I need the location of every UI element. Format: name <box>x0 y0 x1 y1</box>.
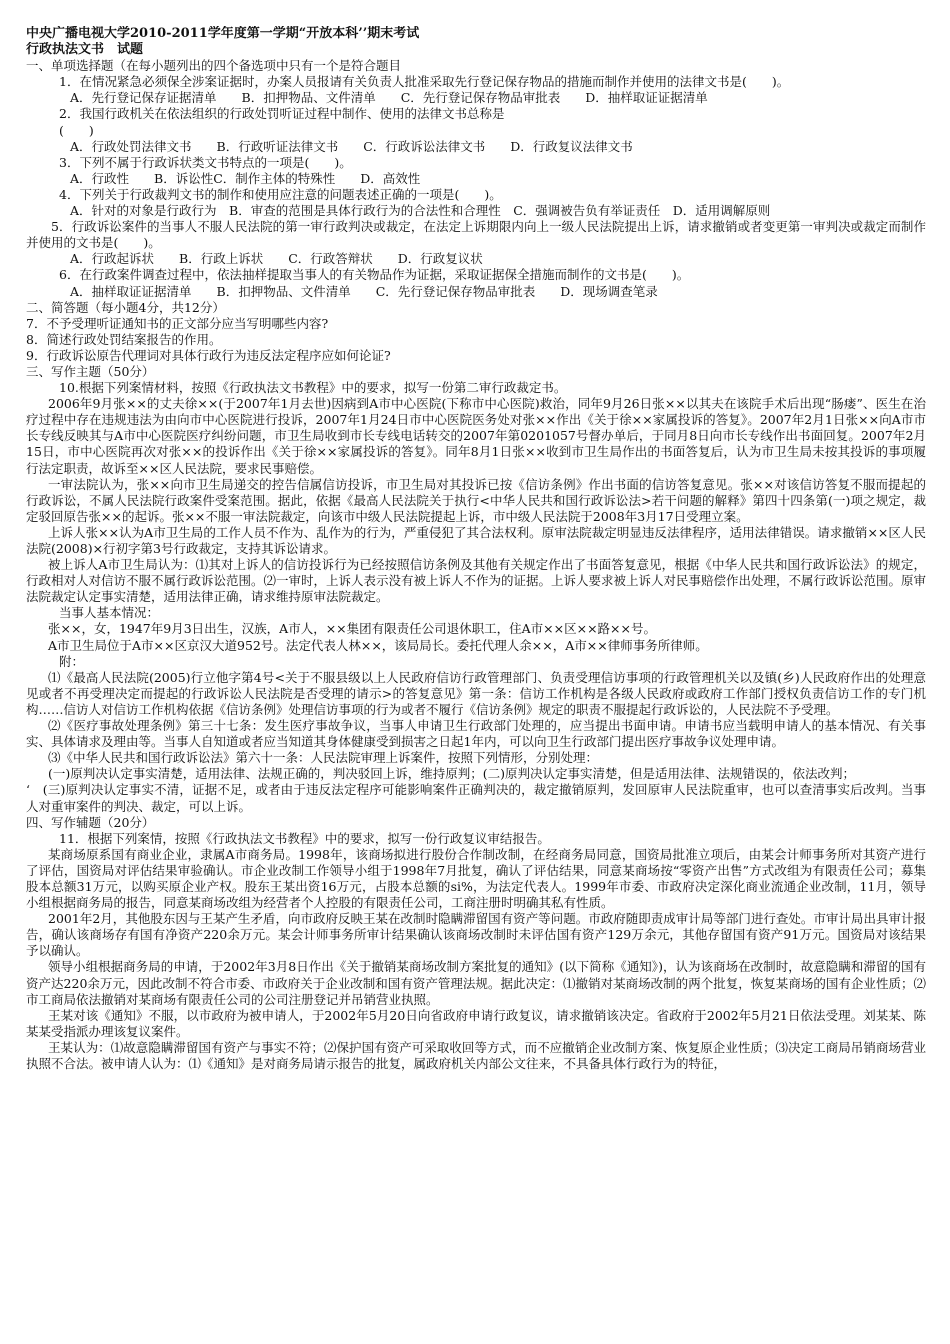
writing-prompt: 11．根据下列案情，按照《行政执法文书教程》中的要求，拟写一份行政复议审结报告。 <box>59 830 550 846</box>
short-answer-question: 9．行政诉讼原告代理词对具体行政行为违反法定程序应如何论证? <box>26 347 391 363</box>
question-stem: 3．下列不属于行政诉状类文书特点的一项是( )。 <box>59 154 352 170</box>
annex-item: ⑶《中华人民共和国行政诉讼法》第六十一条：人民法院审理上诉案件，按照下列情形，分别处理： <box>48 750 599 766</box>
section-heading-4: 四、写作辅题（20分） <box>26 814 155 830</box>
case-paragraph: 2006年9月张××的丈夫徐××(于2007年1月去世)因病到A市中心医院(下称市中心医院)救治，同年9月26日张××以其夫在该院手术后出现“肠瘘”、医生在治疗过程中存在违规违法为由向市中心医院进行投诉，2007年1月24日市中心医院医务处对张××作出《关于徐××家属投诉的答复》。2007年2月1日张××向A市市长专线反映其与A市中心医院医疗纠纷问题，市卫生局收到市长专线电话转交的2007年第0201057号督办单后，于同月8日向市长专线作出书面回复。2007年2月15日，市中心医院再次对张××的投诉作出《关于徐××家属投诉的答复》。同年8月1日张××收到市卫生局作出的书面答复后，认为市卫生局未按其投诉的事项履行法定职责，故诉至××区人民法院，要求民事赔偿。 <box>26 396 926 476</box>
short-answer-question: 7．不予受理听证通知书的正文部分应当写明哪些内容? <box>26 315 329 331</box>
section-heading-3: 三、写作主题（50分） <box>26 363 155 379</box>
annex-item: ⑵《医疗事故处理条例》第三十七条：发生医疗事故争议，当事人申请卫生行政部门处理的，应当提出书面申请。申请书应当载明申请人的基本情况、有关事实、具体请求及理由等。当事人自知道或者应当知道其身体健康受到损害之日起1年内，可以向卫生行政部门提出医疗事故争议处理申请。 <box>26 718 926 750</box>
case-paragraph: 领导小组根据商务局的申请，于2002年3月8日作出《关于撤销某商场改制方案批复的通知》(以下简称《通知》)，认为该商场在改制时，故意隐瞒和滞留的国有资产达220余万元，因此改制不符合市委、市政府关于企业改制和国有资产管理法规。据此决定：⑴撤销对某商场改制的两个批复，恢复某商场的国有企业性质；⑵市工商局依法撤销对某商场有限责任公司的公司注册登记并吊销营业执照。 <box>26 959 926 1007</box>
party-info: A市卫生局位于A市××区京汉大道952号。法定代表人林××，该局局长。委托代理人余××，A市××律师事务所律师。 <box>48 637 708 653</box>
exam-subtitle: 行政执法文书 试题 <box>26 42 144 58</box>
question-options: A．行政处罚法律文书 B．行政听证法律文书 C．行政诉讼法律文书 D．行政复议法律文书 <box>70 138 633 154</box>
exam-title: 中央广播电视大学2010-2011学年度第一学期“开放本科’’期末考试 <box>26 26 420 41</box>
parties-heading: 当事人基本情况： <box>59 605 160 621</box>
question-options: A．行政性 B．诉讼性C．制作主体的特殊性 D．高效性 <box>70 170 421 186</box>
section-heading-2: 二、简答题（每小题4分，共12分） <box>26 299 225 315</box>
question-stem-blank: ( ) <box>59 122 94 138</box>
writing-prompt: 10.根据下列案情材料，按照《行政执法文书教程》中的要求，拟写一份第二审行政裁定书。 <box>59 380 567 396</box>
case-paragraph: 被上诉人A市卫生局认为：⑴其对上诉人的信访投诉行为已经按照信访条例及其他有关规定作出了书面答复意见，根据《中华人民共和国行政诉讼法》的规定，行政相对人对信访不服不属行政诉讼范围。⑵一审时，上诉人表示没有被上诉人不作为的证据。上诉人要求被上诉人对民事赔偿作出处理，不属行政诉讼范围。原审法院裁定认定事实清楚，适用法律正确，请求维持原审法院裁定。 <box>26 557 927 605</box>
annex-heading: 附： <box>59 653 85 669</box>
question-stem: 2．我国行政机关在依法组织的行政处罚听证过程中制作、使用的法律文书总称是 <box>59 106 505 122</box>
annex-item: ‘ (三)原判决认定事实不清，证据不足，或者由于违反法定程序可能影响案件正确判决的，裁定撤销原判，发回原审人民法院重审，也可以查清事实后改判。当事人对重审案件的判决、裁定，可以上诉。 <box>26 782 926 814</box>
question-options: A．抽样取证证据清单 B．扣押物品、文件清单 C．先行登记保存物品审批表 D．现场调查笔录 <box>70 283 658 299</box>
question-stem: 1．在情况紧急必须保全涉案证据时，办案人员报请有关负责人批准采取先行登记保存物品的措施而制作并使用的法律文书是( )。 <box>59 74 790 90</box>
question-options: A．行政起诉状 B．行政上诉状 C．行政答辩状 D．行政复议状 <box>70 251 483 267</box>
section-heading-1: 一、单项选择题（在每小题列出的四个备选项中只有一个是符合题目 <box>26 58 402 74</box>
case-paragraph: 王某对该《通知》不服，以市政府为被申请人，于2002年5月20日向省政府申请行政复议，请求撤销该决定。省政府于2002年5月21日依法受理。刘某某、陈某某受指派办理该复议案件。 <box>26 1007 926 1039</box>
party-info: 张××，女，1947年9月3日出生，汉族，A市人，××集团有限责任公司退休职工，住A市××区××路××号。 <box>48 621 657 637</box>
annex-item: (一)原判决认定事实清楚，适用法律、法规正确的，判决驳回上诉，维持原判；(二)原判决认定事实清楚，但是适用法律、法规错误的，依法改判； <box>48 766 856 782</box>
case-paragraph: 2001年2月，其他股东因与王某产生矛盾，向市政府反映王某在改制时隐瞒滞留国有资产等问题。市政府随即责成审计局等部门进行查处。市审计局出具审计报告，确认该商场存有国有净资产220余万元。某会计师事务所审计结果确认该商场改制时未评估国有资产129万余元，其他存留国有资产91万元。国资局对该结果予以确认。 <box>26 911 926 959</box>
question-options: A．针对的对象是行政行为 B．审查的范围是具体行政行为的合法性和合理性 C．强调被告负有举证责任 D．适用调解原则 <box>70 203 771 219</box>
question-stem: 6．在行政案件调查过程中，依法抽样提取当事人的有关物品作为证据，采取证据保全措施而制作的文书是( )。 <box>59 267 690 283</box>
question-stem: 5．行政诉讼案件的当事人不服人民法院的第一审行政判决或裁定，在法定上诉期限内向上一级人民法院提出上诉，请求撤销或者变更第一审判决或裁定而制作并使用的文书是( )。 <box>26 219 926 251</box>
annex-item: ⑴《最高人民法院(2005)行立他字第4号<关于不服县级以上人民政府信访行政管理部门、负责受理信访事项的行政管理机关以及镇(乡)人民政府作出的处理意见或者不再受理决定而提起的行政诉讼人民法院是否受理的请示>的答复意见》第一条：信访工作机构是各级人民政府或政府工作部门授权负责信访工作的专门机构……信访人对信访工作机构依据《信访条例》处理信访事项的行为或者不履行《信访条例》规定的职责不服提起行政诉讼的，人民法院不予受理。 <box>26 669 926 717</box>
question-options: A．先行登记保存证据清单 B．扣押物品、文件清单 C．先行登记保存物品审批表 D．抽样取证证据清单 <box>70 90 708 106</box>
case-paragraph: 上诉人张××认为A市卫生局的工作人员不作为、乱作为的行为，严重侵犯了其合法权利。原审法院裁定明显违反法律程序，适用法律错误。请求撤销××区人民法院(2008)×行初字第3号行政裁定，支持其诉讼请求。 <box>26 524 926 556</box>
case-paragraph: 某商场原系国有商业企业，隶属A市商务局。1998年，该商场拟进行股份合作制改制，在经商务局同意，国资局批准立项后，由某会计师事务所对其资产进行了评估，国资局对评估结果审验确认。市企业改制工作领导小组于1998年7月批复，确认了评估结果，同意某商场按“零资产出售”方式改组为有限责任公司；募集股本总额31万元，以购买原企业产权。股东王某出资16万元，占股本总额的si%，为法定代表人。1999年市委、市政府决定深化商业流通企业改制，11月，领导小组根据商务局的报告，同意某商场改组为经营者个人控股的有限责任公司，工商注册时明确其私有性质。 <box>26 846 926 911</box>
question-stem: 4．下列关于行政裁判文书的制作和使用应注意的问题表述正确的一项是( )。 <box>59 186 502 202</box>
case-paragraph: 一审法院认为，张××向市卫生局递交的控告信属信访投诉，市卫生局对其投诉已按《信访条例》作出书面的信访答复意见。张××对该信访答复不服而提起的行政诉讼，不属人民法院行政案件受案范围。据此，依据《最高人民法院关于执行<中华人民共和国行政诉讼法>若干问题的解释》第四十四条第(一)项之规定，裁定驳回原告张××的起诉。张××不服一审法院裁定，向该市中级人民法院提起上诉，市中级人民法院于2008年3月17日受理立案。 <box>26 476 926 524</box>
case-paragraph: 王某认为：⑴故意隐瞒滞留国有资产与事实不符；⑵保护国有资产可采取收回等方式，而不应撤销企业改制方案、恢复原企业性质；⑶决定工商局吊销商场营业执照不合法。被申请人认为：⑴《通知》是对商务局请示报告的批复，属政府机关内部公文往来，不具备具体行政行为的特征， <box>26 1039 926 1071</box>
short-answer-question: 8．简述行政处罚结案报告的作用。 <box>26 331 222 347</box>
